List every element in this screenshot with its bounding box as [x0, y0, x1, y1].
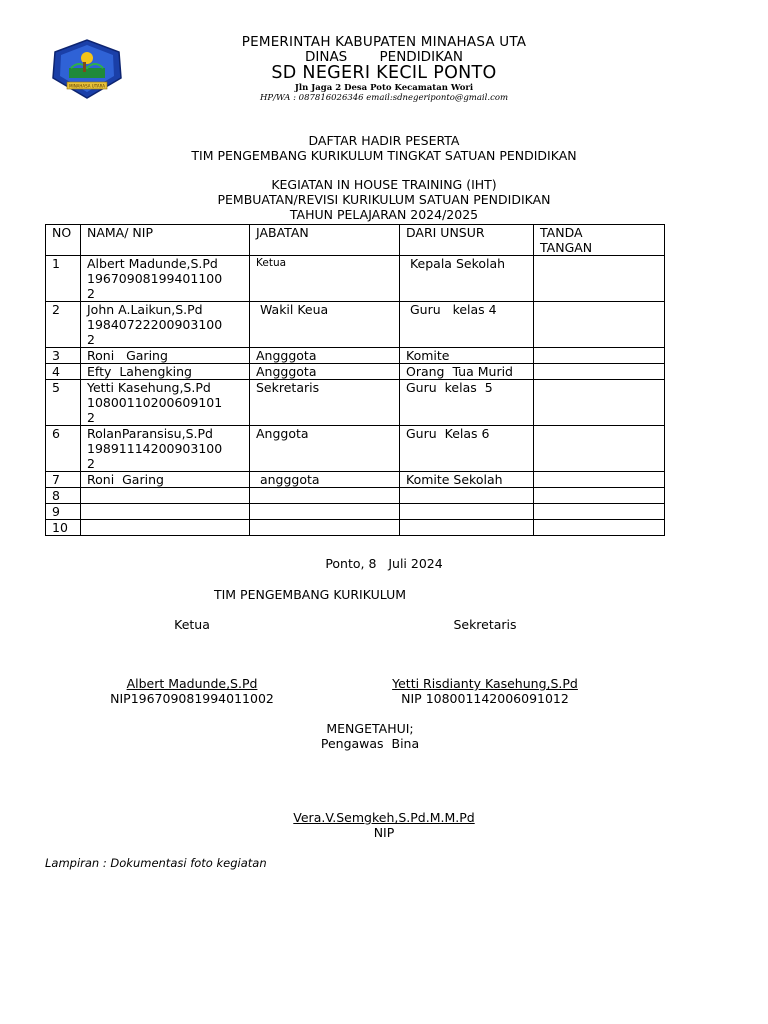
attendance-table [45, 224, 665, 536]
doc-subtitle: TIM PENGEMBANG KURIKULUM TINGKAT SATUAN PENDIDIKAN [191, 148, 577, 163]
row-signature [534, 380, 665, 426]
row-no: 1 [46, 256, 81, 302]
right-role: Sekretaris [453, 617, 517, 632]
left-signer-name: Albert Madunde,S.Pd [126, 676, 258, 691]
nip-tail: 2 [87, 332, 95, 347]
row-origin: Kepala Sekolah [400, 256, 534, 302]
supervisor-nip: NIP [373, 825, 395, 840]
header-no: NO [46, 225, 81, 256]
logo-banner-text: MINAHASA UTARA [69, 83, 105, 89]
supervisor-role: Pengawas Bina [320, 736, 420, 751]
row-name [81, 426, 250, 472]
activity-title: KEGIATAN IN HOUSE TRAINING (IHT) [271, 177, 497, 192]
row-position: Angggota [250, 348, 400, 364]
school-contact: HP/WA : 087816026346 email:sdnegeriponto@gmail.com [259, 93, 509, 103]
name-text: John A.Laikun,S.Pd [87, 302, 203, 317]
table-row [46, 302, 665, 348]
row-signature [534, 520, 665, 536]
left-signer-nip: NIP196709081994011002 [110, 691, 274, 706]
row-origin: Guru kelas 5 [400, 380, 534, 426]
row-signature [534, 426, 665, 472]
nip-tail: 2 [87, 456, 95, 471]
row-name [81, 504, 250, 520]
row-position: Sekretaris [250, 380, 400, 426]
name-text: Yetti Kasehung,S.Pd [87, 380, 211, 395]
row-origin: Komite Sekolah [400, 472, 534, 488]
row-signature [534, 364, 665, 380]
row-signature [534, 302, 665, 348]
table-row [46, 364, 665, 380]
row-name [81, 380, 250, 426]
row-name [81, 488, 250, 504]
row-no: 10 [46, 520, 81, 536]
school-address: Jln Jaga 2 Desa Poto Kecamatan Wori [294, 83, 474, 93]
table-row [46, 520, 665, 536]
table-row [46, 348, 665, 364]
header-name: NAMA/ NIP [81, 225, 250, 256]
row-signature [534, 472, 665, 488]
nip-tail: 2 [87, 410, 95, 425]
row-signature [534, 488, 665, 504]
row-no: 3 [46, 348, 81, 364]
table-row [46, 472, 665, 488]
row-origin [400, 488, 534, 504]
row-name [81, 302, 250, 348]
table-row [46, 426, 665, 472]
department-header: DINAS PENDIDIKAN [304, 49, 464, 65]
row-name [81, 520, 250, 536]
school-name: SD NEGERI KECIL PONTO [271, 63, 497, 83]
right-signer-name: Yetti Risdianty Kasehung,S.Pd [392, 676, 578, 691]
row-no: 6 [46, 426, 81, 472]
row-position: Ketua [250, 256, 400, 302]
row-name: Efty Lahengking [81, 364, 250, 380]
row-name: Roni Garing [81, 472, 250, 488]
row-signature [534, 348, 665, 364]
table-row [46, 256, 665, 302]
nip-text: 10800110200609101 [87, 395, 223, 410]
table-header-row [46, 225, 665, 256]
row-no: 8 [46, 488, 81, 504]
regency-logo [49, 38, 125, 100]
nip-text: 19891114200903100 [87, 441, 223, 456]
row-name [81, 256, 250, 302]
attachment-note: Lampiran : Dokumentasi foto kegiatan [45, 856, 267, 870]
academic-year: TAHUN PELAJARAN 2024/2025 [289, 207, 479, 222]
header-position: JABATAN [250, 225, 400, 256]
place-date: Ponto, 8 Juli 2024 [325, 556, 443, 571]
table-row [46, 488, 665, 504]
row-no: 9 [46, 504, 81, 520]
row-origin: Guru kelas 4 [400, 302, 534, 348]
row-signature [534, 504, 665, 520]
right-signer-nip: NIP 108001142006091012 [401, 691, 569, 706]
row-origin [400, 520, 534, 536]
row-origin [400, 504, 534, 520]
activity-subtitle: PEMBUATAN/REVISI KURIKULUM SATUAN PENDIDIKAN [217, 192, 551, 207]
name-text: Albert Madunde,S.Pd [87, 256, 218, 271]
row-position [250, 504, 400, 520]
row-no: 5 [46, 380, 81, 426]
row-no: 4 [46, 364, 81, 380]
row-origin: Komite [400, 348, 534, 364]
acknowledged-label: MENGETAHUI; [326, 721, 414, 736]
row-signature [534, 256, 665, 302]
row-origin: Orang Tua Murid [400, 364, 534, 380]
row-position: Wakil Keua [250, 302, 400, 348]
doc-title: DAFTAR HADIR PESERTA [308, 133, 460, 148]
row-position: Angggota [250, 364, 400, 380]
row-position: angggota [250, 472, 400, 488]
header-signature: TANDA TANGAN [534, 225, 665, 256]
row-name: Roni Garing [81, 348, 250, 364]
row-origin: Guru Kelas 6 [400, 426, 534, 472]
row-no: 7 [46, 472, 81, 488]
nip-text: 19840722200903100 [87, 317, 223, 332]
row-position [250, 488, 400, 504]
table-row [46, 380, 665, 426]
supervisor-name: Vera.V.Semgkeh,S.Pd.M.M.Pd [293, 810, 475, 825]
header-origin: DARI UNSUR [400, 225, 534, 256]
team-label: TIM PENGEMBANG KURIKULUM [213, 587, 407, 602]
row-no: 2 [46, 302, 81, 348]
nip-text: 19670908199401100 [87, 271, 223, 286]
name-text: RolanParansisu,S.Pd [87, 426, 213, 441]
nip-tail: 2 [87, 286, 95, 301]
left-role: Ketua [174, 617, 210, 632]
table-row [46, 504, 665, 520]
gov-header: PEMERINTAH KABUPATEN MINAHASA UTA [241, 34, 527, 50]
row-position [250, 520, 400, 536]
row-position: Anggota [250, 426, 400, 472]
